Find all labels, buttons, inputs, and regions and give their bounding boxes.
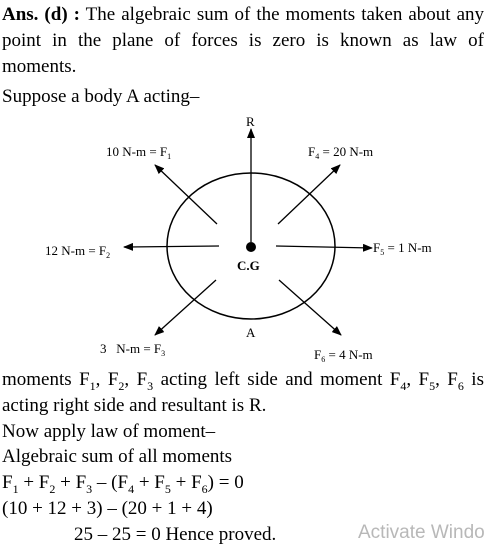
equation-line-1: $F_1 + F_2 + F_3 - (F_4 + F_5 + F_6) = 0$ xyxy=(2,472,244,496)
label-R: R xyxy=(246,114,255,129)
label-cg: C.G xyxy=(237,258,260,273)
arrow-F4 xyxy=(278,165,340,224)
moments-paragraph: moments $F_1$, $F_2$, $F_3$ acting left side and moment $F_4$, $F_5$, $F_6$ is acting right side and resultant is R. xyxy=(2,369,484,416)
label-F5: $F_5 = 1$ N-m xyxy=(373,240,432,257)
label-F1: 10 $N-m = F_1$ xyxy=(106,144,172,161)
cg-point xyxy=(246,242,256,252)
equation-line-2: (10 + 12 + 3) – (20 + 1 + 4) xyxy=(2,498,213,519)
label-F3: 3 $N-m = F_3$ xyxy=(100,341,166,358)
moment-diagram xyxy=(0,110,489,370)
label-F2: 12 $N-m = F_2$ xyxy=(45,243,111,260)
arrow-F1 xyxy=(155,165,217,224)
answer-paragraph xyxy=(2,2,484,80)
answer-text: The algebraic sum of the moments taken about any point in the plane of forces is zero is known as law of moments. xyxy=(2,4,485,77)
suppose-line: Suppose a body A acting– xyxy=(2,86,200,107)
activate-windows-watermark: Activate Windo xyxy=(358,522,485,543)
apply-line: Now apply law of moment– xyxy=(2,421,216,442)
arrow-F6 xyxy=(279,280,341,335)
label-F4: $F_4 = 20$ N-m xyxy=(308,144,374,161)
arrow-F2 xyxy=(124,246,219,247)
answer-label: Ans. (d) : xyxy=(2,4,80,25)
arrow-F5 xyxy=(276,246,372,248)
equation-line-3: 25 – 25 = 0 Hence proved. xyxy=(74,524,277,545)
label-F6: $F_6 = 4$ N-m xyxy=(314,347,373,364)
label-A: A xyxy=(246,325,256,340)
algebraic-line: Algebraic sum of all moments xyxy=(2,446,233,467)
